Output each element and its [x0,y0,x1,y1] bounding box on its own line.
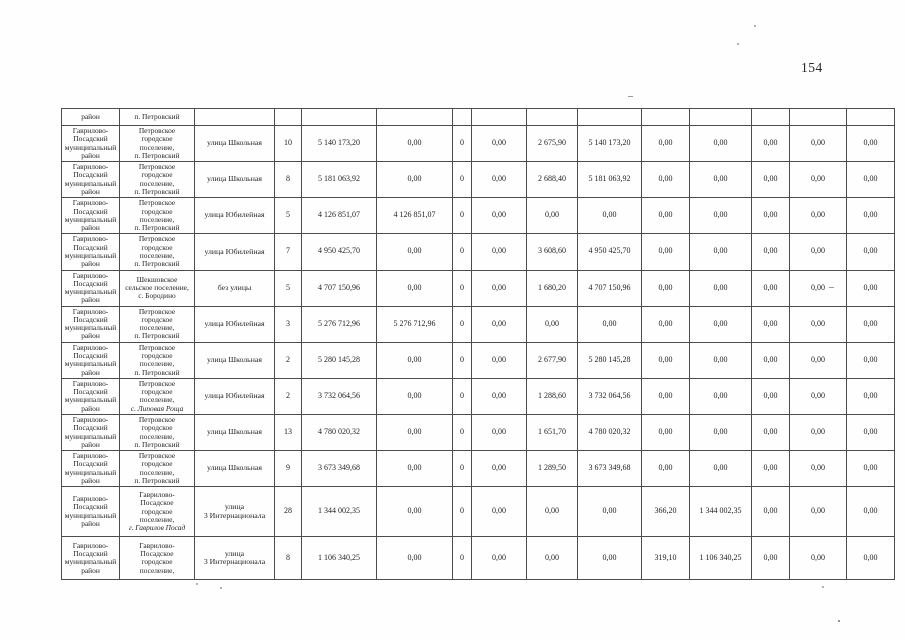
table-cell: 0,00 [847,537,895,580]
table-cell [453,109,472,126]
table-cell: улица 3 Интернационала [195,487,275,537]
table-cell: 5 140 173,20 [302,126,377,162]
table-cell: 0 [453,487,472,537]
table-cell: 0,00 [690,342,752,378]
table-cell: 5 280 145,28 [578,342,642,378]
table-cell: улица Школьная [195,342,275,378]
table-cell: 1 344 002,35 [690,487,752,537]
table-cell: 0,00 [847,270,895,306]
table-cell: 0 [453,234,472,270]
table-cell: 0,00 [642,234,690,270]
table-cell: 0,00 [790,162,847,198]
table-cell: 10 [275,126,302,162]
table-cell: 0,00 [472,537,527,580]
table-cell: 0,00 [527,537,578,580]
table-cell: Гаврилово- Посадский муниципальный район [62,162,120,198]
table-cell: 8 [275,162,302,198]
table-cell: Гаврилово- Посадский муниципальный район [62,487,120,537]
table-cell: Петровское городское поселение, п. Петровский [120,198,195,234]
table-cell: 0,00 [377,162,453,198]
table-cell [275,109,302,126]
table-row [62,306,895,342]
table-cell: Гаврилово- Посадский муниципальный район [62,306,120,342]
table-cell: 0,00 [847,378,895,414]
table-cell: 0,00 [472,126,527,162]
scan-artifact [838,620,840,622]
table-cell: 0,00 [527,487,578,537]
table-cell: 0,00 [377,537,453,580]
scan-artifact [822,586,824,588]
scan-artifact [220,587,222,589]
table-cell: 0,00 [690,234,752,270]
table-cell: улица Школьная [195,451,275,487]
table-cell: улица Школьная [195,126,275,162]
table-cell: Гаврилово- Посадский муниципальный район [62,270,120,306]
table-cell: 0,00 [690,306,752,342]
table-cell [847,109,895,126]
table-cell: 3 608,60 [527,234,578,270]
page-number: 154 [801,60,823,75]
table-cell: Гаврилово- Посадский муниципальный район [62,378,120,414]
table-cell: 0,00 [752,378,790,414]
table-cell: 0,00 [578,198,642,234]
table-cell: улица Школьная [195,162,275,198]
table-cell: 0,00 [377,451,453,487]
table-cell: 0,00 [790,415,847,451]
table-cell: 0,00 [690,270,752,306]
table-cell [790,109,847,126]
table-cell: 0,00 [752,234,790,270]
table-cell: 4 707 150,96 [578,270,642,306]
table-cell: 0,00 [790,342,847,378]
table-cell: 0,00 [377,234,453,270]
table-cell: 28 [275,487,302,537]
table-cell: 0,00 [847,126,895,162]
table-cell: 0 [453,537,472,580]
table-cell: 0,00 [472,487,527,537]
table-cell [752,109,790,126]
table-cell: 0,00 [690,415,752,451]
table-cell: 0,00 [847,198,895,234]
table-cell: 0 [453,126,472,162]
table-row [62,126,895,162]
table-cell: 4 950 425,70 [578,234,642,270]
table-cell: 0 [453,415,472,451]
table-row [62,162,895,198]
table-cell: Гаврилово- Посадское городское поселение, г. Гаврилов Посад [120,487,195,537]
table-cell: 0,00 [527,306,578,342]
table-cell: Петровское городское поселение, п. Петровский [120,342,195,378]
table-cell: 0,00 [752,487,790,537]
table-cell: 0,00 [472,198,527,234]
table-cell: 2 677,90 [527,342,578,378]
table-cell: 0,00 [790,451,847,487]
table-cell: 366,20 [642,487,690,537]
table-row [62,342,895,378]
table-cell: 5 181 063,92 [302,162,377,198]
table-cell: Гаврилово- Посадский муниципальный район [62,451,120,487]
table-cell: Петровское городское поселение, п. Петровский [120,451,195,487]
table-cell: 0 [453,270,472,306]
table-cell: 1 106 340,25 [302,537,377,580]
table-cell: 0,00 [790,537,847,580]
table-cell: 5 276 712,96 [377,306,453,342]
table-cell: 0,00 [527,198,578,234]
table-cell: 0,00 [642,198,690,234]
table-cell: 5 181 063,92 [578,162,642,198]
table-row [62,198,895,234]
table-cell: 0,00 [642,126,690,162]
table-cell: 0,00 [847,487,895,537]
data-table [61,108,895,580]
table-cell: 0 [453,198,472,234]
table-cell: улица Юбилейная [195,378,275,414]
table-cell: район [62,109,120,126]
table-cell: 0,00 [847,342,895,378]
table-cell: 13 [275,415,302,451]
table-row [62,109,895,126]
table-cell: 2 [275,378,302,414]
table-cell: 0,00 [847,162,895,198]
table-cell: Гаврилово- Посадский муниципальный район [62,234,120,270]
table-cell [690,109,752,126]
table-cell: 0,00 [377,378,453,414]
table-cell: 0,00 [377,126,453,162]
scan-artifact [754,25,756,27]
table-cell: 5 [275,198,302,234]
table-cell: Гаврилово- Посадский муниципальный район [62,342,120,378]
table-cell: 0,00 [472,378,527,414]
table-cell: Петровское городское поселение, с. Липовая Роща [120,378,195,414]
table-cell: 0,00 [642,451,690,487]
table-cell: 0,00 [472,162,527,198]
table-cell: 2 675,90 [527,126,578,162]
table-cell: 0,00 [642,162,690,198]
table-cell: Гаврилово- Посадский муниципальный район [62,198,120,234]
table-cell: 0,00 [790,126,847,162]
table-cell: Петровское городское поселение, п. Петровский [120,126,195,162]
table-cell: 0,00 [377,415,453,451]
table-cell: 8 [275,537,302,580]
table-cell: 4 780 020,32 [578,415,642,451]
table-cell: 0,00 [790,234,847,270]
table-cell: 0 [453,378,472,414]
table-cell: 1 289,50 [527,451,578,487]
table-cell: 3 [275,306,302,342]
table-cell: 0,00 [752,198,790,234]
table-cell: 0,00 [690,162,752,198]
table-cell: 0,00 [690,198,752,234]
table-cell: 0,00 [642,270,690,306]
table-cell: 5 [275,270,302,306]
table-cell: 0,00 [472,306,527,342]
table-cell: 0,00 [642,378,690,414]
table-cell: 5 140 173,20 [578,126,642,162]
table-cell: 0,00 [642,306,690,342]
table-row [62,487,895,537]
table-row [62,415,895,451]
table-cell: 0,00 [752,270,790,306]
table-cell: 0,00 [790,378,847,414]
table-row [62,234,895,270]
scan-artifact [196,583,198,585]
table-cell: 0,00 [790,270,847,306]
table-cell: 319,10 [642,537,690,580]
table-cell: 0,00 [847,234,895,270]
table-cell: 0,00 [578,487,642,537]
table-cell: 0,00 [752,342,790,378]
table-cell: 0 [453,451,472,487]
table-cell: 3 732 064,56 [578,378,642,414]
table-cell: 1 344 002,35 [302,487,377,537]
table-cell: 0 [453,162,472,198]
table-cell: 0,00 [578,537,642,580]
table-cell [302,109,377,126]
table-cell: 1 106 340,25 [690,537,752,580]
table-cell: Шекшовское сельское поселение, с. Бородино [120,270,195,306]
table-cell: 0,00 [847,306,895,342]
table-cell: 0,00 [847,451,895,487]
table-cell: 5 276 712,96 [302,306,377,342]
table-cell: 3 673 349,68 [302,451,377,487]
table-cell: 0,00 [690,126,752,162]
table-cell: 0,00 [847,415,895,451]
table-cell: 0,00 [642,415,690,451]
table-row [62,451,895,487]
table-cell: 4 950 425,70 [302,234,377,270]
table-cell: Петровское городское поселение, п. Петровский [120,306,195,342]
table-cell: Гаврилово- Посадский муниципальный район [62,126,120,162]
table-cell: 0,00 [472,342,527,378]
table-cell: 1 651,70 [527,415,578,451]
table-cell: 4 780 020,32 [302,415,377,451]
table-cell: 0,00 [752,162,790,198]
table-cell: 0,00 [790,487,847,537]
scan-artifact [737,43,739,45]
table-cell: 0,00 [690,378,752,414]
table-row [62,537,895,580]
table-cell: 0,00 [472,234,527,270]
table-cell: 9 [275,451,302,487]
table-cell: 3 732 064,56 [302,378,377,414]
table-cell: улица 3 Интернационала [195,537,275,580]
table-cell: 0,00 [377,487,453,537]
table-cell: 0,00 [790,198,847,234]
table-cell: 0,00 [752,126,790,162]
table-cell: без улицы [195,270,275,306]
table-cell: Петровское городское поселение, п. Петровский [120,162,195,198]
table-cell [527,109,578,126]
table-cell: 1 288,60 [527,378,578,414]
table-cell: 0,00 [472,270,527,306]
table-cell: 0,00 [377,270,453,306]
table-cell: Петровское городское поселение, п. Петровский [120,415,195,451]
table-cell: улица Юбилейная [195,198,275,234]
table-cell: 0 [453,342,472,378]
table-cell: 3 673 349,68 [578,451,642,487]
table-cell: Петровское городское поселение, п. Петровский [120,234,195,270]
table-cell: 4 707 150,96 [302,270,377,306]
scan-artifact [628,96,633,97]
table-cell: 0 [453,306,472,342]
table-cell: 0,00 [472,415,527,451]
table-cell: 2 688,40 [527,162,578,198]
table-cell: улица Юбилейная [195,234,275,270]
table-cell: улица Юбилейная [195,306,275,342]
table-cell: улица Школьная [195,415,275,451]
table-cell [578,109,642,126]
table-cell: 1 680,20 [527,270,578,306]
table-cell [195,109,275,126]
table-cell [377,109,453,126]
table-cell: Гаврилово- Посадское городское поселение, [120,537,195,580]
table-cell: 0,00 [790,306,847,342]
table-cell: 0,00 [472,451,527,487]
table-cell: 0,00 [752,415,790,451]
table-cell [472,109,527,126]
table-cell [642,109,690,126]
table-cell: 4 126 851,07 [377,198,453,234]
table-row [62,270,895,306]
table-cell: 4 126 851,07 [302,198,377,234]
table-cell: 0,00 [642,342,690,378]
table-cell: 0,00 [752,306,790,342]
table-cell: 0,00 [578,306,642,342]
table-cell: 0,00 [690,451,752,487]
table-cell: 0,00 [377,342,453,378]
table-cell: 0,00 [752,451,790,487]
table-row [62,378,895,414]
table-cell: Гаврилово- Посадский муниципальный район [62,415,120,451]
table-cell: 7 [275,234,302,270]
table-cell: 5 280 145,28 [302,342,377,378]
table-cell: 2 [275,342,302,378]
table-cell: п. Петровский [120,109,195,126]
table-cell: Гаврилово- Посадский муниципальный район [62,537,120,580]
table-cell: 0,00 [752,537,790,580]
scan-artifact [829,287,834,288]
